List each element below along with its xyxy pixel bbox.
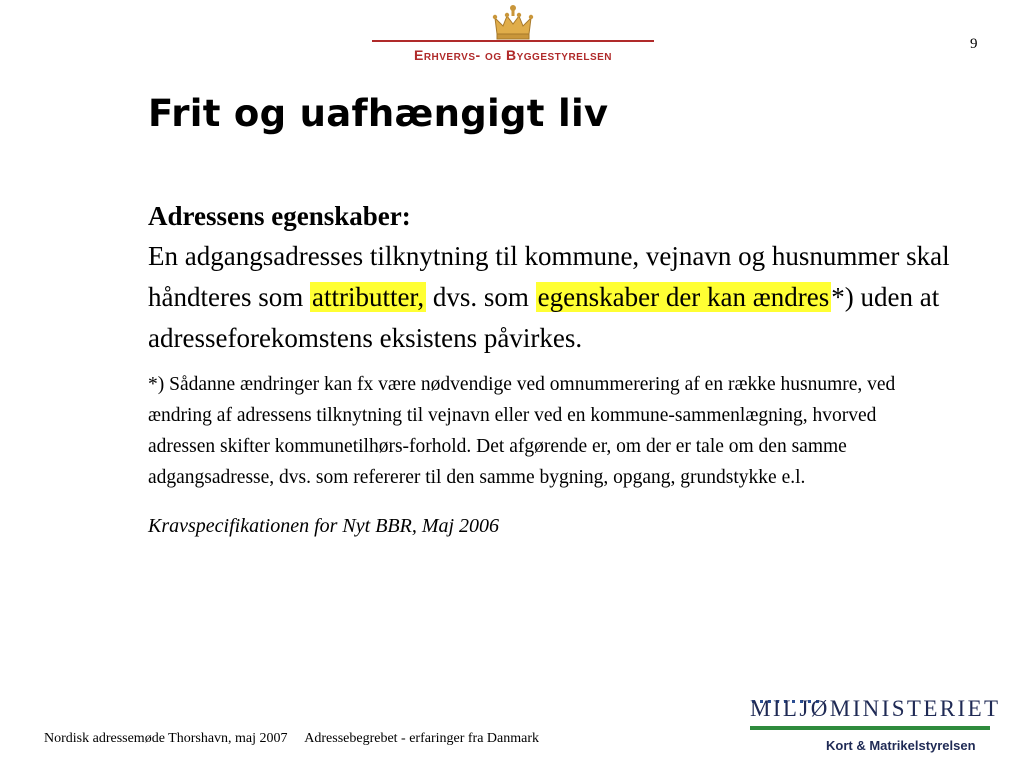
- ministry-rule: [750, 726, 990, 730]
- main-paragraph: [148, 236, 958, 359]
- footnote: *) Sådanne ændringer kan fx være nødvendige ved omnummerering af en række husnumre, ved ændring af adressens tilknytning til vejnavn eller ved en kommune-sammenlægning, hvorved adressen skifter kommunetilhørs-forhold. Det afgørende er, om der er tale om den samme adgangsadresse, dvs. som refererer til den samme bygning, opgang, grundstykke e.l.: [148, 374, 896, 488]
- agency-name: Erhvervs- og Byggestyrelsen: [413, 47, 613, 63]
- slide-title: Frit og uafhængigt liv: [148, 92, 609, 135]
- footer-text-content: Nordisk adressemøde Thorshavn, maj 2007 Adressebegrebet - erfaringer fra Danmark: [44, 731, 540, 746]
- paragraph-text-1: En adgangsadresses tilknytning til kommune, vejnavn og husnummer skal håndteres som: [148, 241, 950, 312]
- footer-text: [44, 731, 539, 747]
- paragraph-text-2: dvs. som: [426, 282, 536, 312]
- paragraph-text-3: *) uden at adresseforekomstens eksistens påvirkes.: [148, 282, 940, 353]
- highlight-egenskaber: egenskaber der kan ændres: [537, 282, 830, 312]
- slide-content: [148, 196, 958, 538]
- ministry-name: MILJØMINISTERIET: [750, 696, 1001, 721]
- page-number: 9: [970, 36, 978, 52]
- section-heading: Adressens egenskaber:: [148, 201, 411, 231]
- header-rule: [372, 40, 654, 42]
- highlight-attributter: attributter,: [311, 282, 425, 312]
- citation: Kravspecifikationen for Nyt BBR, Maj 2006: [148, 515, 500, 537]
- sub-agency-name: Kort & Matrikelstyrelsen: [826, 738, 976, 753]
